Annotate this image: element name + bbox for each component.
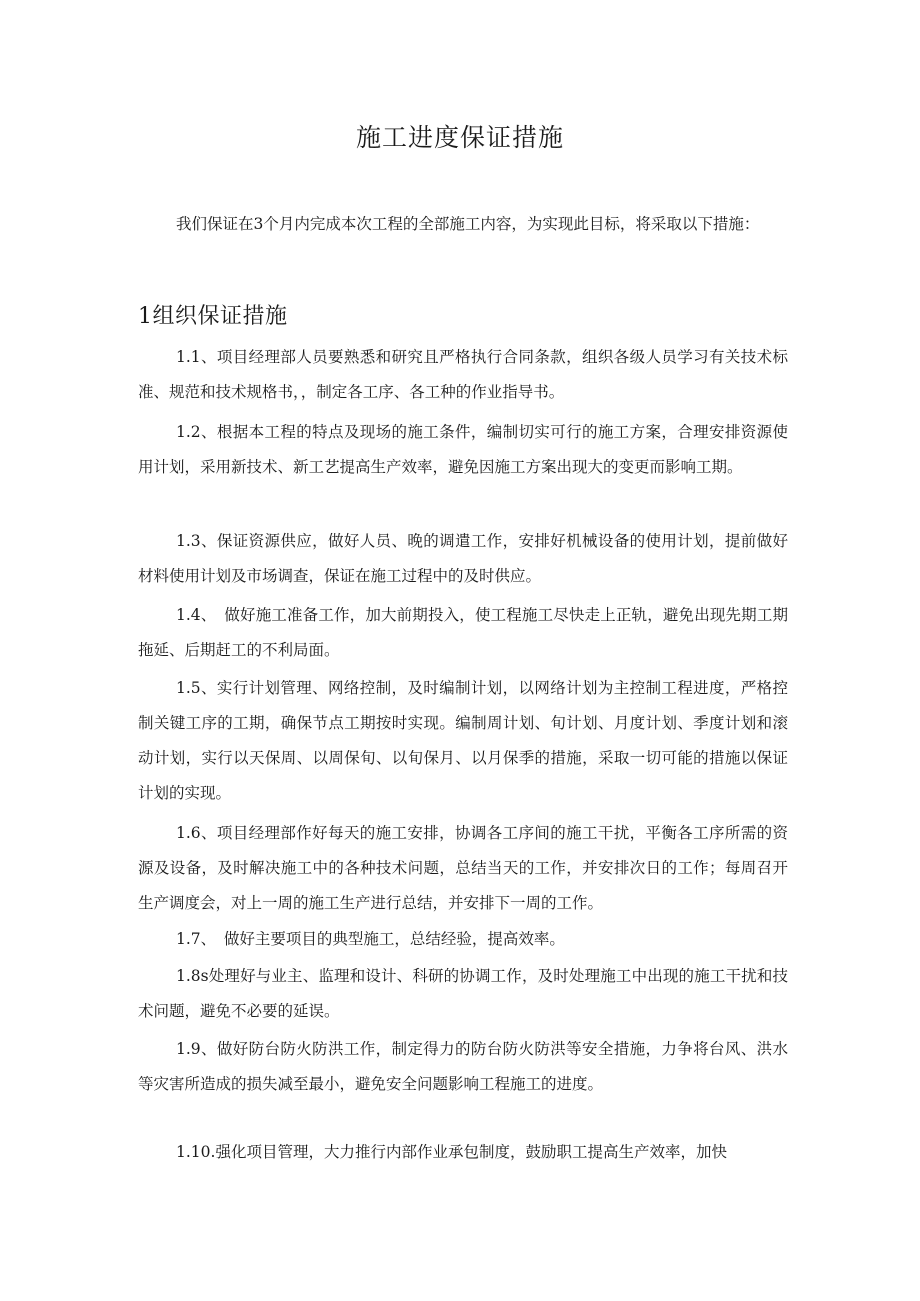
intro-paragraph: 我们保证在3个月内完成本次工程的全部施工内容，为实现此目标，将采取以下措施： [176, 215, 760, 233]
paragraph-1-7: 1.7、 做好主要项目的典型施工，总结经验，提高效率。 [176, 930, 565, 948]
paragraph-1-10: 1.10.强化项目管理，大力推行内部作业承包制度，鼓励职工提高生产效率，加快 [176, 1143, 727, 1161]
paragraph-1-2: 1.2、根据本工程的特点及现场的施工条件，编制切实可行的施工方案，合理安排资源使用计划，采用新技术、新工艺提高生产效率，避免因施工方案出现大的变更而影响工期。 [138, 423, 788, 476]
paragraph-1-8: 1.8s处理好与业主、监理和设计、科研的协调工作，及时处理施工中出现的施工干扰和技术问题，避免不必要的延误。 [138, 967, 788, 1020]
paragraph-1-5: 1.5、实行计划管理、网络控制，及时编制计划，以网络计划为主控制工程进度，严格控制关键工序的工期，确保节点工期按时实现。编制周计划、旬计划、月度计划、季度计划和滚动计划，实行以天保周、以周保旬、以旬保月、以月保季的措施，采取一切可能的措施以保证计划的实现。 [138, 679, 788, 802]
paragraph-1-4: 1.4、 做好施工准备工作，加大前期投入，使工程施工尽快走上正轨，避免出现先期工期拖延、后期赶工的不利局面。 [138, 606, 788, 659]
document-title: 施工进度保证措施 [355, 123, 564, 152]
paragraph-1-1: 1.1、项目经理部人员要熟悉和研究且严格执行合同条款，组织各级人员学习有关技术标准、规范和技术规格书，，制定各工序、各工种的作业指导书。 [138, 348, 788, 401]
section-heading: 1组织保证措施 [138, 304, 288, 329]
paragraph-1-6: 1.6、项目经理部作好每天的施工安排，协调各工序间的施工干扰，平衡各工序所需的资源及设备，及时解决施工中的各种技术问题，总结当天的工作，并安排次日的工作；每周召开生产调度会，对上一周的施工生产进行总结，并安排下一周的工作。 [138, 824, 788, 912]
paragraph-1-3: 1.3、保证资源供应，做好人员、晚的调遣工作，安排好机械设备的使用计划，提前做好材料使用计划及市场调查，保证在施工过程中的及时供应。 [138, 532, 788, 585]
paragraph-1-9: 1.9、做好防台防火防洪工作，制定得力的防台防火防洪等安全措施，力争将台风、洪水等灾害所造成的损失减至最小，避免安全问题影响工程施工的进度。 [138, 1040, 788, 1093]
